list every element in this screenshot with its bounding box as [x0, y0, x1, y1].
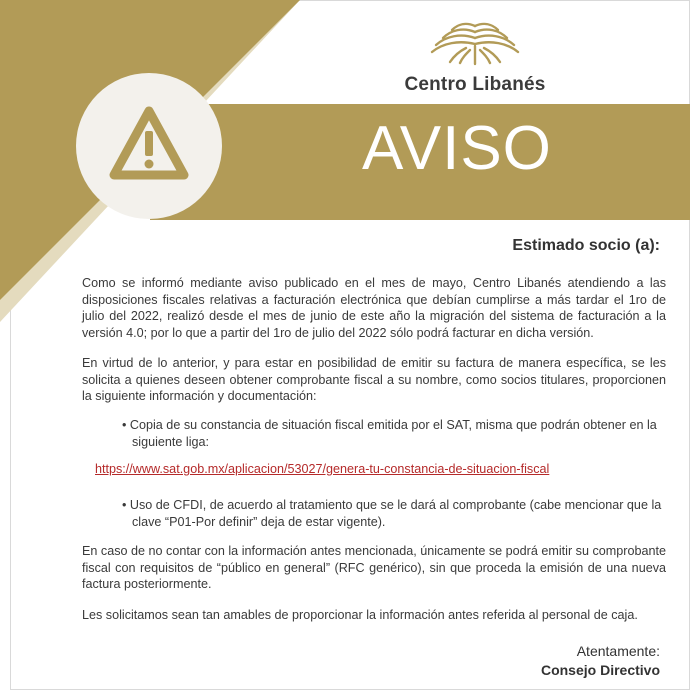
brand-logo [400, 18, 550, 102]
warning-badge [76, 73, 222, 219]
paragraph-request-cashier: Les solicitamos sean tan amables de proporcionar la información antes referida al personal de caja. [82, 608, 638, 622]
bullet-cfdi [118, 497, 663, 530]
paragraph-general-public: En caso de no contar con la información antes mencionada, únicamente se podrá emitir su comprobante fiscal con requisitos de “público en general” (RFC genérico), sin que proceda la emisión de una nueva factura posteriormente. [82, 544, 666, 591]
closing-block [541, 642, 660, 680]
sat-link[interactable]: https://www.sat.gob.mx/aplicacion/53027/genera-tu-constancia-de-situacion-fiscal [95, 462, 550, 476]
greeting: Estimado socio (a): [512, 237, 660, 254]
bullet-constancia [118, 417, 663, 450]
signer-name: Consejo Directivo [540, 662, 660, 678]
aviso-title: AVISO [362, 114, 552, 183]
warning-triangle-icon [76, 73, 222, 219]
brand-name: Centro Libanés [404, 74, 546, 95]
bullet-constancia-text: • Copia de su constancia de situación fiscal emitida por el SAT, misma que podrán obtener en la siguiente liga: [122, 418, 657, 449]
paragraph-migration: Como se informó mediante aviso publicado en el mes de mayo, Centro Libanés atendiendo a las disposiciones fiscales relativas a facturación electrónica que debían cumplirse a más tardar el 1ro de julio del 2022, realizó desde el mes de junio de este año la migración del sistema de facturación a la versión 4.0; por lo que a partir del 1ro de julio del 2022 sólo podrá facturar en dicha versión. [82, 276, 666, 340]
cedar-logo-icon [426, 18, 524, 68]
bullet-cfdi-text: • Uso de CFDI, de acuerdo al tratamiento que se le dará al comprobante (cabe mencionar que la clave “P01-Por definir” deja de estar vigente). [122, 498, 662, 529]
closing-salutation: Atentamente: [576, 643, 660, 659]
paragraph-request: En virtud de lo anterior, y para estar en posibilidad de emitir su factura de manera específica, se les solicita a quienes deseen obtener comprobante fiscal a su nombre, como socios titulares, proporcionen la siguiente información y documentación: [82, 356, 666, 403]
